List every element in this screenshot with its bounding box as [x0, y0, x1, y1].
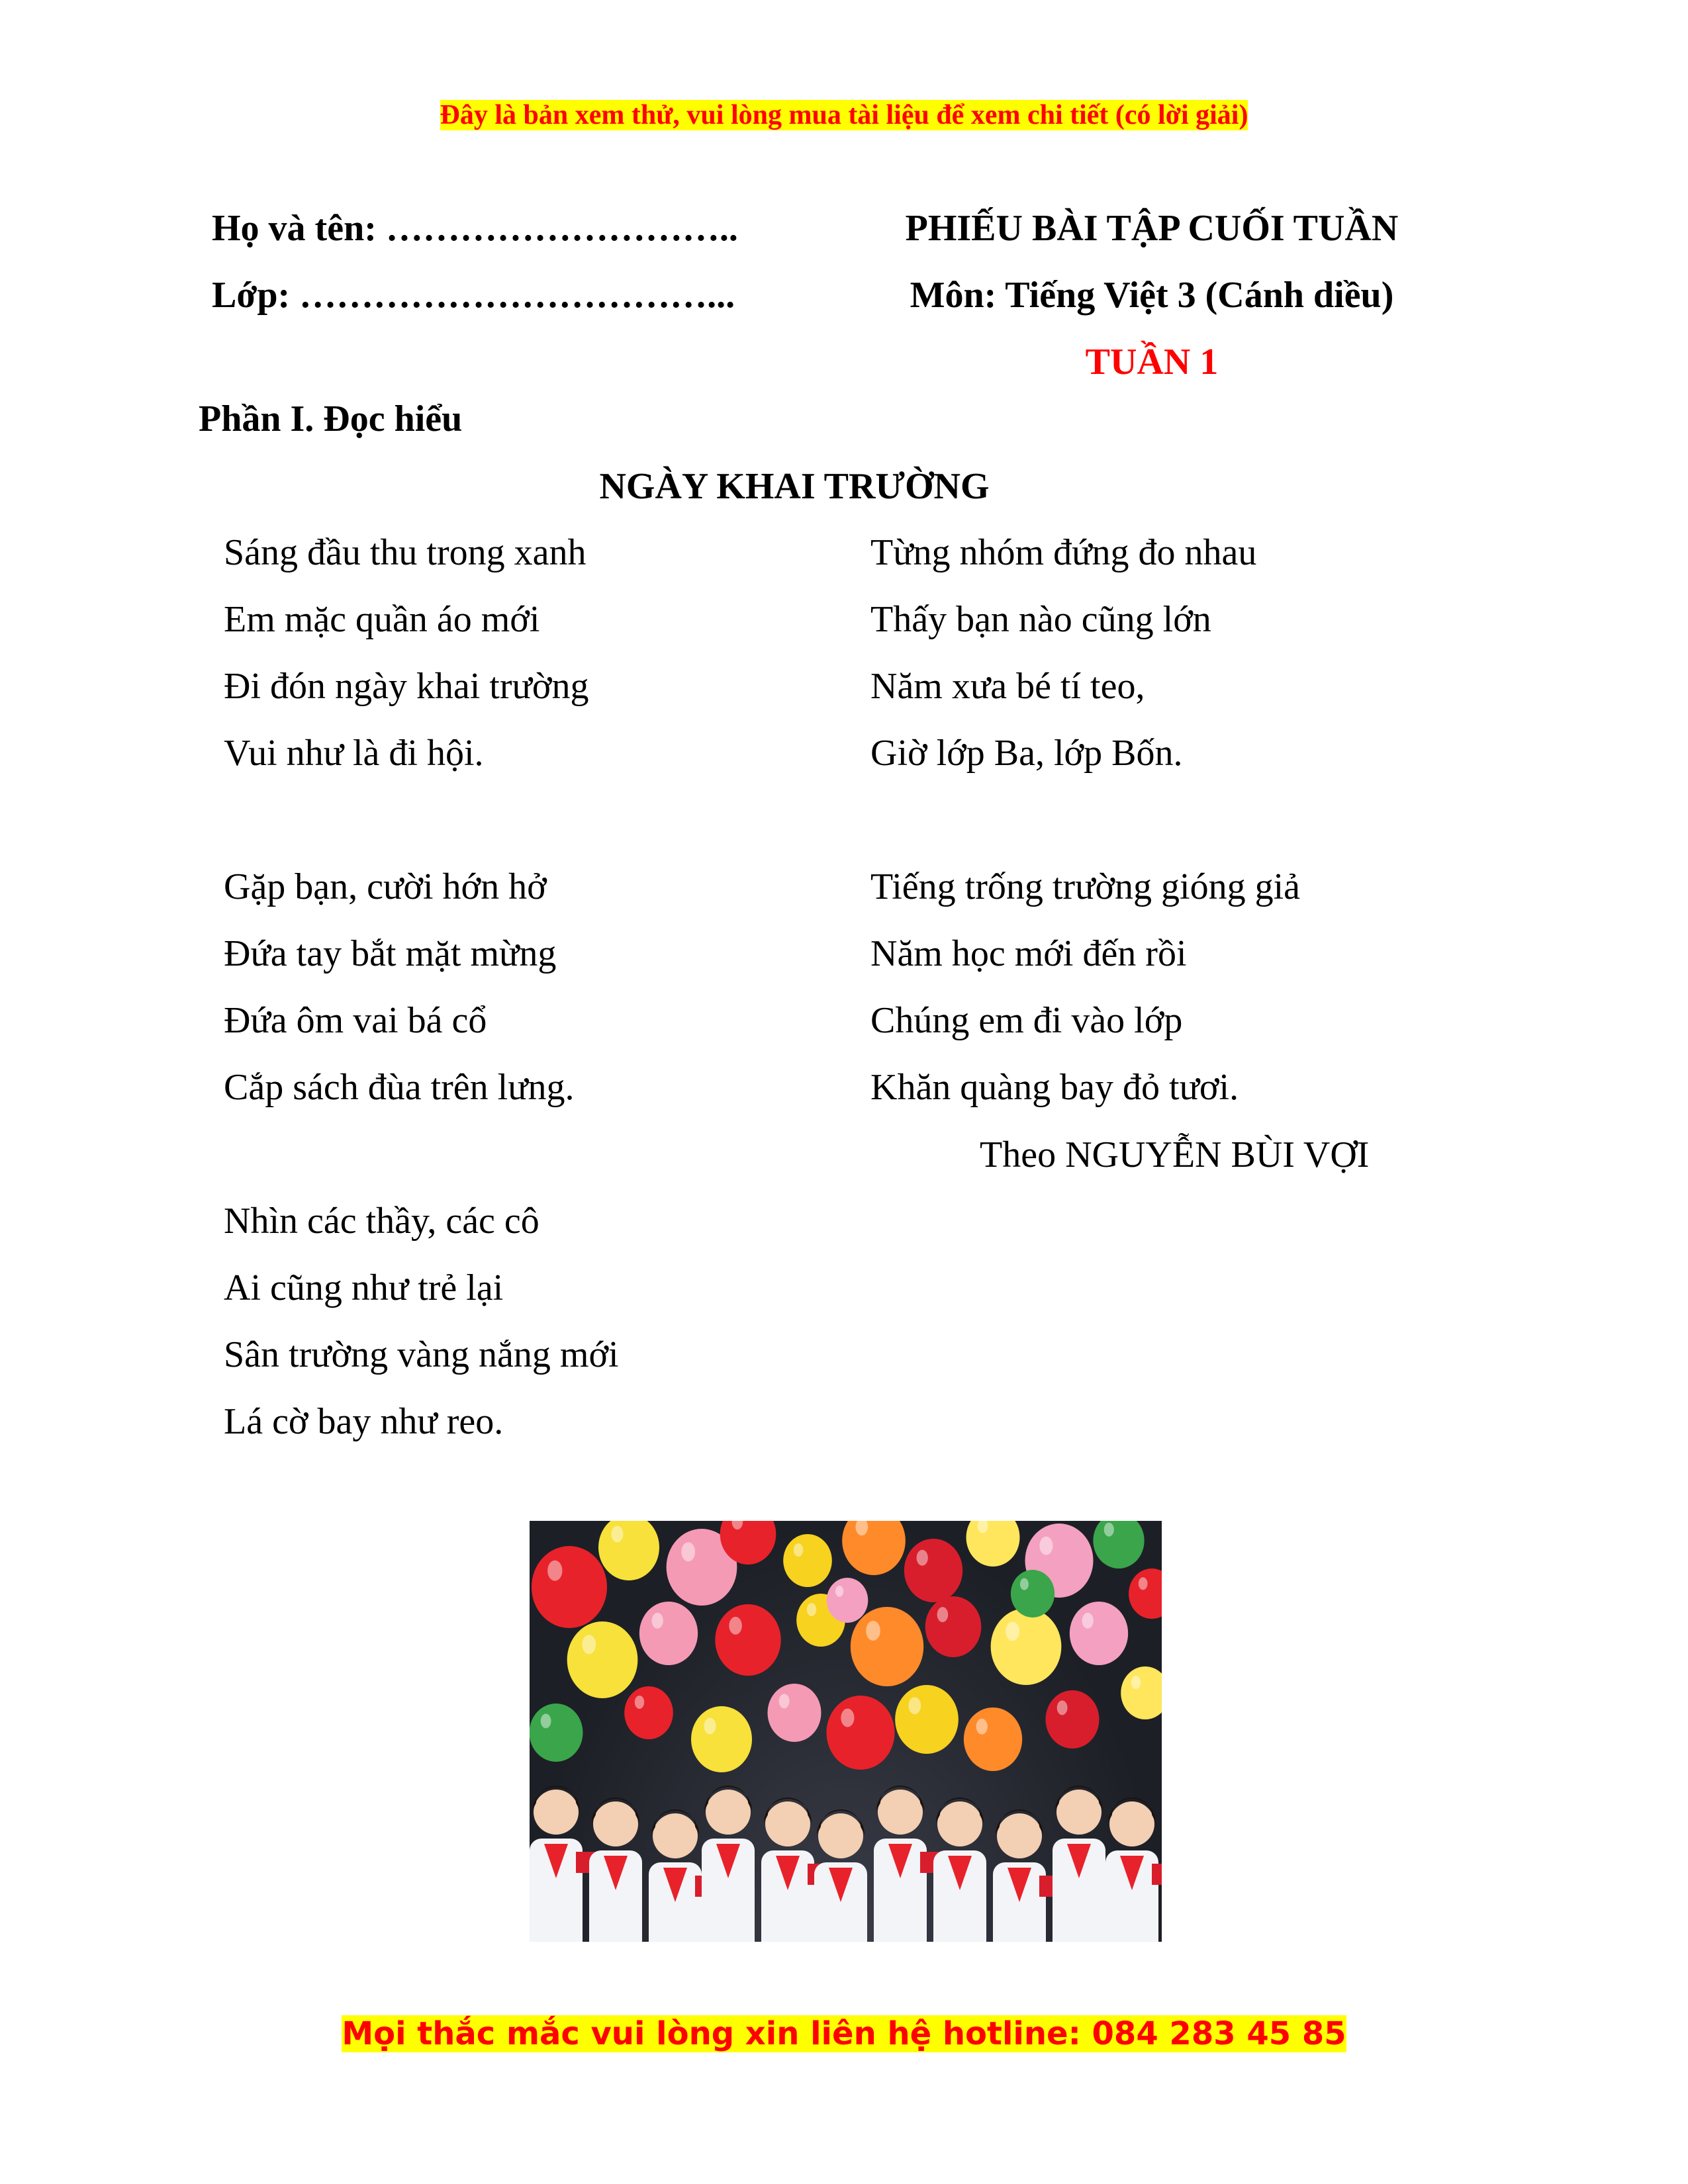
balloon-highlight [1057, 1700, 1068, 1715]
child-face [997, 1813, 1042, 1858]
preview-notice-text: Đây là bản xem thử, vui lòng mua tài liệu để xem chi tiết (có lời giải) [440, 100, 1248, 130]
poem-line: Sân trường vàng nắng mới [224, 1334, 619, 1375]
poem-right-column [870, 520, 1300, 1121]
balloon-highlight [794, 1543, 803, 1557]
balloon-highlight [779, 1694, 790, 1708]
child-face [653, 1813, 698, 1858]
poem-line: Gặp bạn, cười hớn hở [224, 866, 547, 907]
poem-line: Thấy bạn nào cũng lớn [870, 599, 1211, 640]
balloon-highlight [976, 1719, 988, 1735]
balloon-highlight [652, 1613, 663, 1629]
child-face [534, 1790, 579, 1835]
balloon [530, 1704, 583, 1762]
balloon-highlight [937, 1607, 949, 1622]
student-info [212, 195, 738, 329]
balloon-highlight [835, 1586, 843, 1597]
balloon-highlight [547, 1561, 562, 1581]
small-flag [1152, 1864, 1162, 1885]
balloon [827, 1578, 868, 1623]
hotline-text: Mọi thắc mắc vui lòng xin liên hệ hotline: 084 283 45 85 [342, 2015, 1346, 2052]
balloon-highlight [635, 1696, 644, 1709]
hotline-footer [0, 2014, 1688, 2054]
child-face [765, 1801, 810, 1846]
poem-line: Chúng em đi vào lớp [870, 1000, 1183, 1041]
poem-left-column [224, 520, 619, 1455]
balloon [691, 1706, 752, 1772]
balloon-highlight [1006, 1621, 1019, 1641]
poem-title: NGÀY KHAI TRƯỜNG [599, 466, 990, 507]
balloon [991, 1608, 1062, 1685]
worksheet-week: TUẦN 1 [1085, 341, 1219, 383]
balloon-highlight [807, 1603, 816, 1616]
worksheet-heading [854, 195, 1450, 396]
balloons-children-illustration [530, 1521, 1162, 1942]
poem-line: Giờ lớp Ba, lớp Bốn. [870, 733, 1183, 774]
balloon-highlight [866, 1621, 880, 1641]
balloon-highlight [612, 1526, 624, 1543]
balloon [842, 1521, 906, 1575]
child-face [1056, 1790, 1102, 1835]
balloon-highlight [729, 1617, 741, 1635]
poem-line: Đứa tay bắt mặt mừng [224, 933, 557, 974]
poem-line: Năm học mới đến rồi [870, 933, 1187, 974]
poem-line: Vui như là đi hội. [224, 733, 484, 774]
poem-line: Cắp sách đùa trên lưng. [224, 1067, 575, 1108]
poem-line: Em mặc quần áo mới [224, 599, 540, 640]
child-face [818, 1813, 863, 1858]
balloon [895, 1685, 959, 1754]
balloon-highlight [704, 1718, 716, 1735]
balloon [1121, 1666, 1162, 1719]
student-class-line: Lớp: ……………………………... [212, 275, 735, 316]
balloon [1011, 1570, 1055, 1617]
poem-line: Nhìn các thầy, các cô [224, 1201, 539, 1242]
child-face [593, 1801, 638, 1846]
balloon [624, 1686, 673, 1739]
worksheet-title: PHIẾU BÀI TẬP CUỐI TUẦN [905, 208, 1399, 249]
child-face [706, 1790, 751, 1835]
balloon-highlight [1020, 1578, 1029, 1590]
balloon [1070, 1602, 1128, 1665]
balloon [598, 1521, 659, 1580]
balloon-highlight [1082, 1613, 1094, 1629]
balloon [851, 1607, 923, 1686]
poem-line: Khăn quàng bay đỏ tươi. [870, 1067, 1239, 1108]
student-name-line: Họ và tên: ……………………….. [212, 208, 738, 249]
poem-line: Từng nhóm đứng đo nhau [870, 532, 1257, 573]
balloon [1093, 1521, 1144, 1569]
balloon-highlight [1131, 1676, 1141, 1689]
balloon [715, 1604, 780, 1676]
preview-notice-banner [0, 98, 1688, 132]
poem-line: Lá cờ bay như reo. [224, 1401, 504, 1442]
school-opening-photo [530, 1521, 1162, 1942]
balloon-highlight [1104, 1523, 1114, 1537]
balloon [783, 1534, 832, 1587]
stanza-gap [224, 787, 619, 854]
balloon-highlight [1039, 1537, 1053, 1555]
balloon-highlight [841, 1709, 854, 1727]
worksheet-subject: Môn: Tiếng Việt 3 (Cánh diều) [910, 275, 1394, 316]
child-face [878, 1790, 923, 1835]
balloon [1046, 1690, 1100, 1749]
poem-line: Năm xưa bé tí teo, [870, 666, 1145, 707]
balloon [826, 1696, 894, 1770]
balloon [768, 1684, 821, 1742]
balloon-highlight [582, 1635, 596, 1654]
balloon [904, 1539, 962, 1602]
child-face [937, 1801, 982, 1846]
poem-line: Ai cũng như trẻ lại [224, 1267, 504, 1308]
balloon [966, 1521, 1020, 1567]
child-face [1109, 1801, 1154, 1846]
balloon-highlight [681, 1542, 695, 1561]
balloon [639, 1602, 698, 1665]
balloon [567, 1621, 638, 1698]
balloon [925, 1596, 982, 1657]
poem-author: Theo NGUYỄN BÙI VỢI [980, 1134, 1370, 1175]
balloon [1129, 1569, 1162, 1619]
balloon-highlight [1139, 1577, 1148, 1590]
balloon-highlight [908, 1697, 921, 1714]
balloon-highlight [541, 1713, 551, 1728]
poem-line: Sáng đầu thu trong xanh [224, 532, 586, 573]
poem-line: Đi đón ngày khai trường [224, 666, 589, 707]
balloon [532, 1546, 607, 1628]
stanza-gap [224, 1121, 619, 1188]
section-title: Phần I. Đọc hiểu [199, 398, 463, 439]
poem-line: Đứa ôm vai bá cổ [224, 1000, 487, 1041]
balloon [964, 1707, 1022, 1771]
balloon-highlight [917, 1550, 928, 1566]
stanza-gap [870, 787, 1300, 854]
poem-line: Tiếng trống trường gióng giả [870, 866, 1301, 907]
